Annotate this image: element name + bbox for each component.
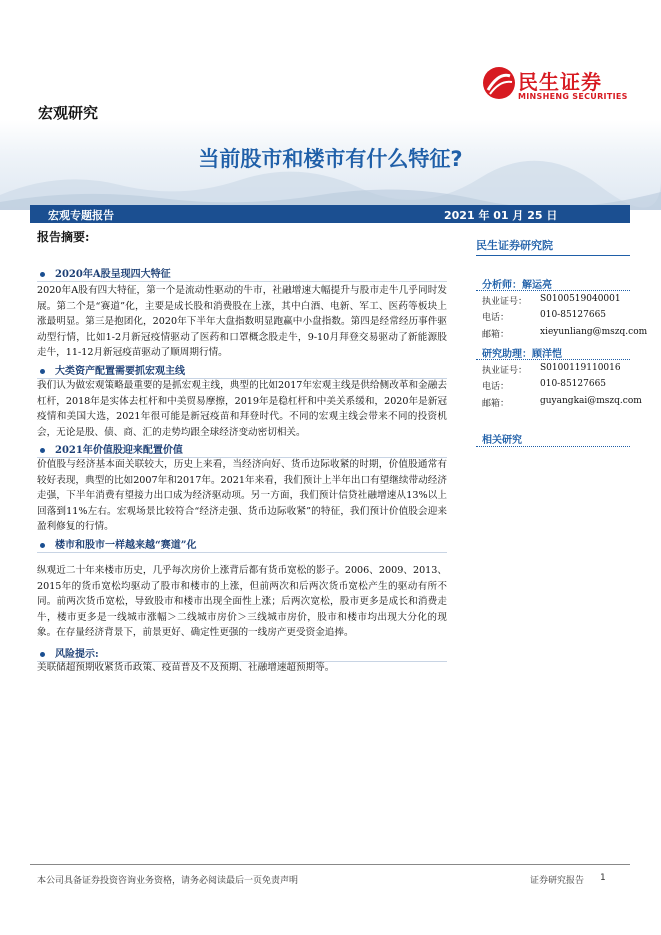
assistant-email-value: guyangkai@mszq.com [540, 396, 642, 406]
section-divider [37, 281, 447, 282]
section-body: 价值股与经济基本面关联较大，历史上来看，当经济向好、货币边际收紧的时期，价值股通常有较好表现，典型的比如2007年和2017年。2021年来看，我们预计上半年出口有望继续带动经济走强，下半年消费有望接力出口成为经济驱动项。另一方面，我们预计信贷社融增速从13%以上回落到11%左右。宏观场景比较符合“经济走强、货币边际收紧”的特征，我们预计价值股会迎来盈利修复的行情。 [37, 459, 447, 532]
assistant-license-value: S0100119110016 [540, 363, 621, 373]
section-heading: 大类资产配置需要抓宏观主线 [40, 362, 185, 377]
logo-text-cn: 民生证券 [518, 70, 602, 94]
logo-text-en: MINSHENG SECURITIES [518, 92, 628, 101]
section-body: 2020年A股有四大特征，第一个是流动性驱动的牛市，社融增速大幅提升与股市走牛几乎同时发展。第二个是“赛道”化，主要是成长股和消费股在上涨，其中白酒、电新、军工、医药等板块上涨最明显。第三是抱团化，2020年下半年大盘指数明显跑赢中小盘指数。第四是经常经历事件驱动型行情，比如1-2月新冠疫情驱动了医药和口罩概念股走牛，9-10月拜登交易驱动了新能源股走牛，11-12月新冠疫苗驱动了顺周期行情。 [37, 285, 447, 358]
assistant-email-label: 邮箱： [482, 399, 510, 409]
bullet-icon [40, 448, 45, 453]
abstract-label: 报告摘要: [37, 230, 90, 244]
section-heading: 楼市和股市一样越来越“赛道”化 [40, 536, 197, 551]
institute-name: 民生证券研究院 [476, 239, 553, 252]
footer-divider [30, 864, 630, 865]
bullet-icon [40, 543, 45, 548]
report-type: 宏观专题报告 [48, 209, 114, 222]
analyst-phone-value: 010-85127665 [540, 310, 607, 320]
assistant-heading: 研究助理：顾洋恺 [482, 349, 562, 360]
category-label: 宏观研究 [38, 104, 99, 122]
analyst-email-value: xieyunliang@mszq.com [540, 327, 648, 337]
analyst-email-label: 邮箱： [482, 330, 510, 340]
report-title: 当前股市和楼市有什么特征? [198, 147, 463, 171]
analyst-license-value: S0100519040001 [540, 294, 621, 304]
assistant-phone-label: 电话： [482, 382, 510, 392]
page-number: 1 [600, 873, 606, 883]
sidebar-dotted-divider [476, 446, 630, 447]
section-body: 我们认为做宏观策略最重要的是抓宏观主线，典型的比如2017年宏观主线是供给侧改革和金融去杠杆，2018年是实体去杠杆和中美贸易摩擦，2019年是稳杠杆和中美关系缓和，2020年是新冠疫情和美国大选，2021年很可能是新冠疫苗和拜登时代。不同的宏观主线会带来不同的投资机会，无论是股、债、商、汇的走势均跟全球经济变动密切相关。 [37, 380, 447, 438]
related-research-heading: 相关研究 [482, 435, 522, 446]
assistant-phone-value: 010-85127665 [540, 379, 607, 389]
section-body: 美联储超预期收紧货币政策、疫苗普及不及预期、社融增速超预期等。 [37, 662, 335, 673]
sidebar-divider [476, 255, 630, 256]
assistant-license-label: 执业证号： [482, 366, 528, 376]
minsheng-logo-icon [482, 66, 516, 100]
sidebar-dotted-divider [476, 359, 630, 360]
footer-report-label: 证券研究报告 [530, 876, 585, 886]
report-date: 2021 年 01 月 25 日 [444, 209, 558, 222]
section-divider [37, 552, 447, 553]
analyst-phone-label: 电话： [482, 313, 510, 323]
section-heading: 2020年A股呈现四大特征 [40, 265, 171, 280]
analyst-license-label: 执业证号： [482, 297, 528, 307]
section-heading: 风险提示: [40, 645, 99, 660]
sidebar-dotted-divider [476, 290, 630, 291]
analyst-heading: 分析师：解运亮 [482, 280, 552, 291]
footer-disclaimer: 本公司具备证券投资咨询业务资格，请务必阅读最后一页免责声明 [37, 876, 299, 886]
section-heading: 2021年价值股迎来配置价值 [40, 441, 183, 456]
section-body: 纵观近二十年来楼市历史，几乎每次房价上涨背后都有货币宽松的影子。2006、2009、2013、2015年的货币宽松均驱动了股市和楼市的上涨，但前两次和后两次货币宽松产生的驱动有所不同。前两次货币宽松，导致股市和楼市出现全面性上涨；后两次宽松，股市更多是成长和消费走牛，楼市更多是一线城市涨幅＞二线城市房价＞三线城市房价，股市和楼市均出现大分化的现象。在存量经济背景下，前景更好、确定性更强的一线房产更受资金追捧。 [37, 565, 447, 638]
bullet-icon [40, 652, 45, 657]
bullet-icon [40, 272, 45, 277]
bullet-icon [40, 369, 45, 374]
